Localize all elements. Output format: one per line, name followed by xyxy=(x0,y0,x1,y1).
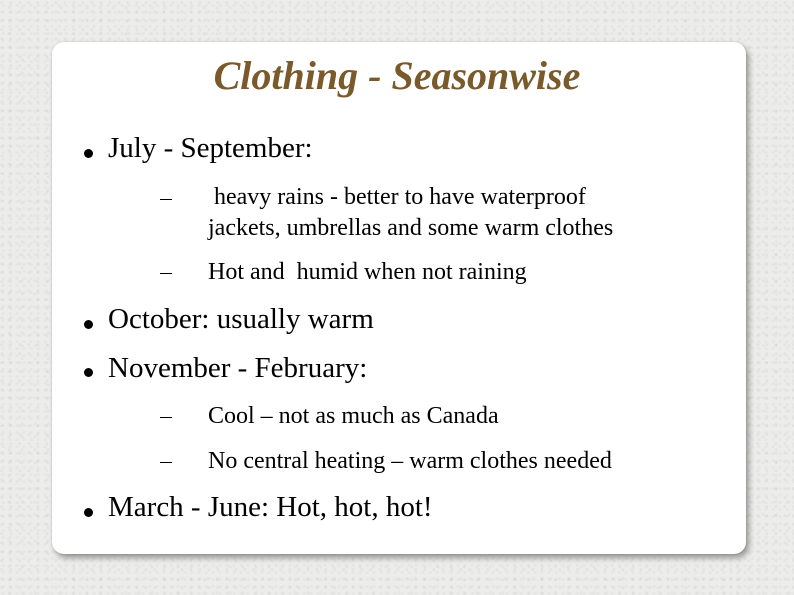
bullet-march-june: March - June: Hot, hot, hot! xyxy=(108,491,433,523)
dash-bullet-icon xyxy=(160,199,172,200)
bullet-july-september: July - September: xyxy=(108,132,313,164)
subitem-hot-humid: Hot and humid when not raining xyxy=(208,259,527,285)
bullet-october: October: usually warm xyxy=(108,303,374,335)
bullet-dot-icon xyxy=(84,508,93,517)
bullet-dot-icon xyxy=(84,368,93,377)
subitem-cool: Cool – not as much as Canada xyxy=(208,403,499,429)
bullet-november-february: November - February: xyxy=(108,352,368,384)
bullet-dot-icon xyxy=(84,320,93,329)
slide-title: Clothing - Seasonwise xyxy=(213,53,581,98)
subitem-heavy-rains-line2: jackets, umbrellas and some warm clothes xyxy=(208,215,614,241)
bullet-dot-icon xyxy=(84,149,93,158)
subitem-heavy-rains-line1: heavy rains - better to have waterproof xyxy=(208,184,586,210)
dash-bullet-icon xyxy=(160,462,172,463)
dash-bullet-icon xyxy=(160,273,172,274)
dash-bullet-icon xyxy=(160,417,172,418)
slide-card xyxy=(52,42,746,554)
subitem-no-central-heating: No central heating – warm clothes needed xyxy=(208,448,612,474)
